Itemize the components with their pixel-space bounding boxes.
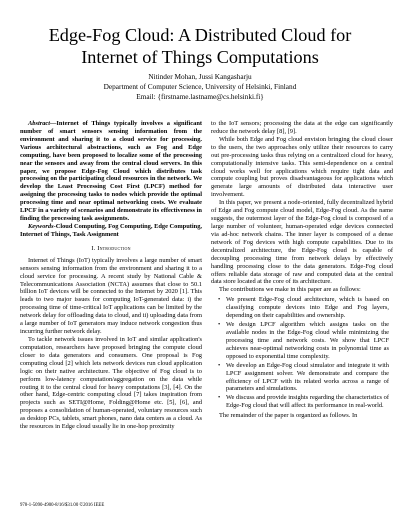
abstract [20, 120, 202, 223]
right-paragraph-2: While both Edge and Fog cloud envision bringing the cloud closer to the users, the two approaches only utilize their resources to carry out pre-processing tasks thus relying on a centralized cloud for heavy, computationally intensive tasks. This semi-dependence on a central cloud works well for applications which require tight data and compute coupling but proves disadvantageous for applications which generate large amounts of distributed data interactive user involvement. [211, 135, 393, 199]
keywords [20, 223, 202, 239]
author-affiliation: Department of Computer Science, University of Helsinki, Finland [103, 81, 297, 91]
right-paragraph-1: to the IoT sensors; processing the data at the edge can significantly reduce the network delay [8], [9]. [211, 120, 393, 135]
section-heading-introduction: I. Introduction [91, 244, 131, 252]
keywords-body: -Cloud Computing, Fog Computing, Edge Computing, Internet of Things, Task Assignment [20, 222, 203, 238]
keywords-lead: Keywords [28, 222, 54, 230]
copyright-footer: 978-1-5090-4900-8/16/$31.00 ©2016 IEEE [20, 503, 105, 508]
right-paragraph-4: The contributions we make in this paper are as follows: [219, 286, 361, 294]
author-block [20, 72, 380, 101]
contribution-item: • We develop an Edge-Fog cloud simulator and integrate it with LPCF assignment solver. We demonstrate and compare the efficiency of LPCF with its related works across a range of parameters and simulations. [211, 362, 393, 394]
abstract-lead: Abstract [28, 120, 51, 127]
paper-title: Edge-Fog Cloud: A Distributed Cloud for Internet of Things Computations [48, 25, 352, 67]
contribution-item: • We discuss and provide insights regarding the characteristics of Edge-Fog cloud that will affect its performance in real-world. [211, 394, 393, 410]
intro-paragraph-1: Internet of Things (IoT) typically involves a large number of smart sensors sensing information from the environment and sharing it to a cloud service for processing. A recent study by National Cable & Telecommunications Association (NCTA) assumes that close to 50.1 billion IoT devices will be connected to the Internet by 2020 [1]. This leads to two major issues for computing IoT-generated data: i) the processing time of time-critical IoT applications can be limited by the network delay for offloading data to cloud, and ii) uploading data from a large number of IoT generators may induce network congestion thus incurring further network delay. [20, 256, 202, 336]
contributions-list [211, 296, 393, 410]
contribution-item: • We design LPCF algorithm which assigns tasks on the available nodes in the Edge-Fog cloud while minimizing the processing time and network costs. We show that LPCF achieves near-optimal networking costs in polynomial time as opposed to exponential time complexity. [211, 321, 393, 361]
author-email: Email: {firstname.lastname@cs.helsinki.fi} [136, 91, 264, 101]
author-names: Nitinder Mohan, Jussi Kangasharju [148, 72, 252, 81]
right-column [211, 120, 393, 420]
right-paragraph-3: In this paper, we present a node-oriented, fully decentralized hybrid of Edge and Fog compute cloud model, Edge-Fog cloud. As the name suggests, the outermost layer of the Edge-Fog cloud is composed of a large number of volunteer, human-operated edge devices connected via ad-hoc network chains. The inner layer is composed of a dense network of Fog devices with high compute capabilities. Due to its decentralized architecture, the Edge-Fog cloud is capable of decoupling processing time from network delays by effectively handling processing close to the data generators. Edge-Fog cloud offers reliable data storage of raw and computed data at the central data store located at the core of its architecture. [211, 199, 393, 286]
intro-paragraph-2: To tackle network issues involved in IoT and similar application's computation, researchers have proposed bringing the compute cloud closer to data generators and consumers. One proposal is Fog computing cloud [2] which lets network devices run cloud application logic on their native architecture. The objective of Fog cloud is to perform low-latency computation/aggregation on the data while routing it to the central cloud for heavy computations [3], [4]. On the other hand, Edge-centric computing cloud [7] takes inspiration from projects such as SETI@Home, Folding@Home etc. [5], [6], and proposes a consolidation of human-operated, voluntary resources such as desktop PCs, tablets, smart phones, nano data centers as a cloud. As the resources in Edge cloud usually lie in one-hop proximity [20, 335, 202, 431]
left-column [20, 120, 202, 431]
contribution-item: • We present Edge-Fog cloud architecture, which is based on classifying compute devices into Edge and Fog layers, depending on their capabilities and ownership. [211, 296, 393, 320]
abstract-body: —Internet of Things typically involves a significant number of smart sensors sensing information from the environment and sharing it to a cloud service for processing. Various architectural abstractions, such as Fog and Edge computing, have been proposed to localize some of the processing near the sensors and away from the central cloud servers. In this paper, we propose Edge-Fog Cloud which distributes task processing on the participating cloud resources in the network. We develop the Least Processing Cost First (LPCF) method for assigning the processing tasks to nodes which provide the optimal processing time and near optimal networking costs. We evaluate LPCF in a variety of scenarios and demonstrate its effectiveness in finding the processing task assignments. [20, 120, 202, 223]
right-paragraph-5: The remainder of the paper is organized as follows. In [219, 412, 358, 420]
